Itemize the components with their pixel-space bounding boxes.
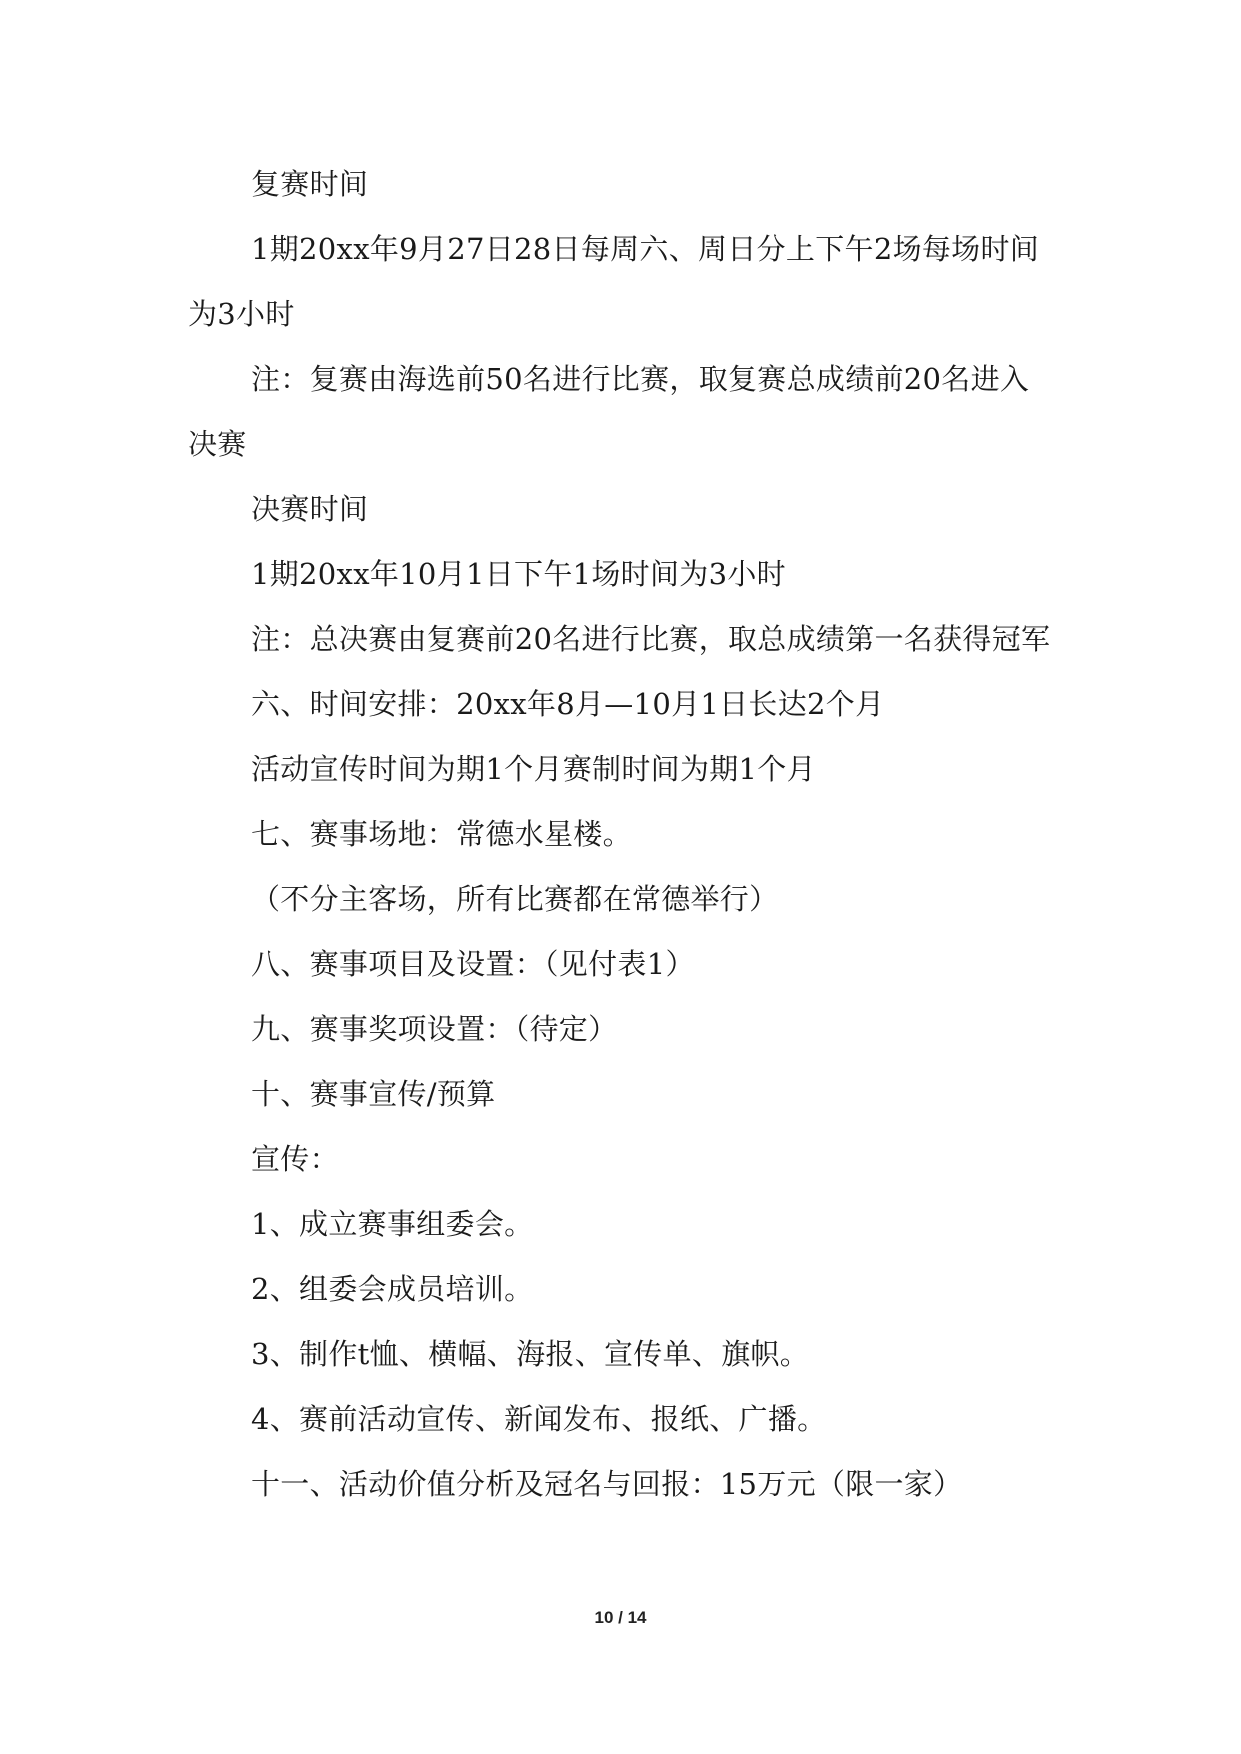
paragraph: 决赛时间 [251,492,369,526]
paragraph: 1、成立赛事组委会。 [251,1207,534,1241]
paragraph: 3、制作t恤、横幅、海报、宣传单、旗帜。 [251,1337,810,1371]
paragraph: 七、赛事场地：常德水星楼。 [251,817,632,851]
page-number: 10 / 14 [594,1608,647,1627]
paragraph: 2、组委会成员培训。 [251,1272,534,1306]
paragraph: 九、赛事奖项设置：（待定） [251,1012,618,1046]
paragraph: 复赛时间 [251,167,369,201]
paragraph: 宣传： [251,1142,339,1176]
paragraph: 十、赛事宣传/预算 [251,1077,496,1111]
paragraph: 十一、活动价值分析及冠名与回报：15万元（限一家） [251,1467,963,1501]
paragraph: 注：总决赛由复赛前20名进行比赛，取总成绩第一名获得冠军 [251,622,1051,656]
paragraph: 活动宣传时间为期1个月赛制时间为期1个月 [251,752,816,786]
paragraph: （不分主客场，所有比赛都在常德举行） [251,882,779,916]
paragraph: 4、赛前活动宣传、新闻发布、报纸、广播。 [251,1402,827,1436]
paragraph: 1期20xx年9月27日28日每周六、周日分上下午2场每场时间为3小时 [188,232,1040,331]
paragraph: 八、赛事项目及设置：（见付表1） [251,947,695,981]
paragraph: 六、时间安排：20xx年8月—10月1日长达2个月 [251,687,885,721]
document-body [188,152,1058,1517]
paragraph: 注：复赛由海选前50名进行比赛，取复赛总成绩前20名进入决赛 [188,362,1030,461]
paragraph: 1期20xx年10月1日下午1场时间为3小时 [251,557,786,591]
